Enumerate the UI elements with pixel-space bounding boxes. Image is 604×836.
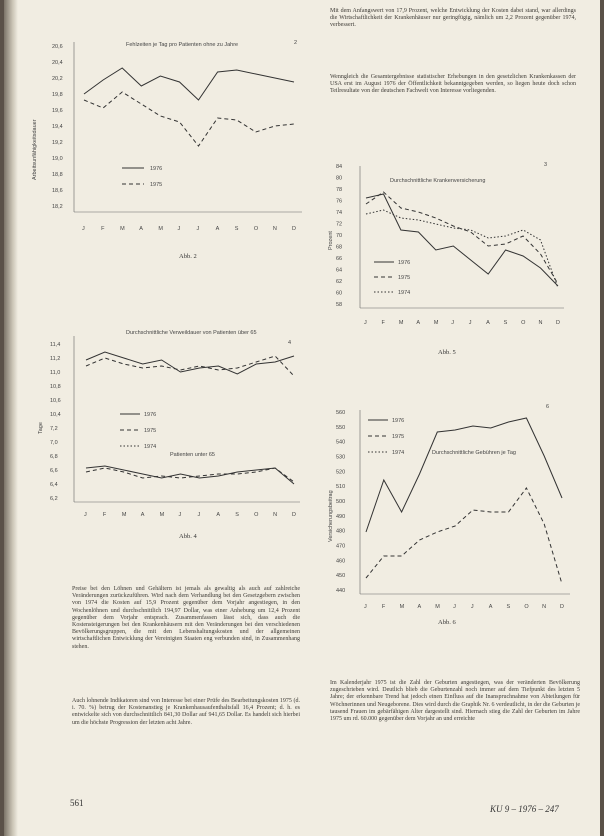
fig6-month: D — [560, 604, 564, 610]
fig6-tick: 540 — [336, 439, 346, 446]
fig5-tick: 62 — [336, 279, 343, 285]
fig5-month: J — [451, 320, 455, 326]
fig5-month: A — [486, 320, 490, 326]
fig6-month: A — [417, 604, 422, 610]
fig6-month: J — [364, 604, 367, 610]
fig2-month: M — [120, 226, 125, 232]
fig5-month: J — [468, 320, 472, 326]
fig4-series-1976-under65 — [86, 466, 294, 484]
fig4-month: D — [292, 512, 296, 518]
fig6-month: J — [470, 604, 474, 610]
fig6-legend-1976: 1976 — [392, 418, 405, 424]
fig6-panel-number: 6 — [546, 404, 550, 410]
fig6-month: O — [524, 604, 529, 610]
fig6-month: M — [399, 604, 405, 610]
fig4-panel-number: 4 — [288, 340, 292, 346]
fig5-tick: 72 — [336, 221, 343, 228]
fig4-tick: 6,4 — [50, 482, 58, 488]
fig2-tick: 20,6 — [52, 44, 63, 50]
fig5-panel-number: 3 — [544, 162, 548, 168]
fig2-tick: 19,8 — [52, 92, 63, 98]
fig6-ylabel: Versicherungsbeitrag — [328, 490, 334, 542]
fig6-tick: 470 — [336, 543, 346, 550]
fig6-tick: 510 — [336, 484, 346, 491]
fig6-caption: Abb. 6 — [438, 619, 456, 626]
fig6-legend-1975: 1975 — [392, 434, 405, 440]
fig2-month: J — [82, 226, 85, 232]
fig4-month: J — [197, 512, 201, 518]
fig6-month: M — [435, 604, 440, 610]
fig5-tick: 64 — [336, 267, 343, 274]
fig2-month-labels — [82, 226, 296, 232]
fig5-tick: 70 — [336, 233, 343, 239]
fig5-month: N — [538, 320, 543, 326]
fig2-legend-1976: 1976 — [150, 166, 163, 172]
fig2-tick: 19,0 — [52, 156, 63, 162]
fig5-legend-1976: 1976 — [398, 260, 411, 266]
fig5-month: S — [503, 320, 508, 326]
fig4-month-labels — [84, 512, 296, 518]
fig2-legend-1975: 1975 — [150, 182, 163, 188]
fig4-month: J — [84, 512, 87, 518]
fig6-month: J — [453, 604, 456, 610]
fig2-tick: 19,4 — [52, 124, 63, 130]
page-binding-shadow — [4, 0, 18, 836]
fig2-month: S — [234, 226, 239, 232]
figure-abb-6 — [328, 402, 588, 632]
fig2-caption: Abb. 2 — [179, 253, 197, 260]
fig2-tick: 18,8 — [52, 172, 63, 178]
fig4-tick: 10,4 — [50, 412, 61, 418]
fig6-tick: 490 — [336, 513, 346, 520]
fig5-month: J — [364, 320, 367, 326]
fig6-tick: 440 — [336, 588, 346, 594]
fig5-month-labels — [364, 320, 560, 326]
journal-footer-right: KU 9 – 1976 – 247 — [490, 804, 559, 814]
fig5-month: A — [416, 320, 421, 326]
fig2-tick: 19,2 — [52, 140, 63, 146]
fig5-tick: 74 — [336, 210, 343, 216]
fig2-title: Fehlzeiten je Tag pro Patienten ohne zu Jahre — [126, 42, 239, 48]
fig4-month: J — [178, 512, 182, 518]
fig4-month: S — [235, 512, 239, 518]
fig4-series-1975-over65 — [86, 356, 294, 376]
fig5-month: D — [556, 320, 560, 326]
fig2-tick: 18,2 — [52, 204, 63, 210]
fig4-month: A — [140, 512, 145, 518]
fig4-title-bottom: Patienten unter 65 — [170, 452, 215, 458]
fig6-month: N — [542, 604, 547, 610]
fig2-series-1976 — [84, 68, 294, 100]
fig5-month: M — [433, 320, 439, 326]
fig5-tick: 66 — [336, 256, 343, 262]
fig5-tick: 80 — [336, 175, 343, 182]
fig5-series-1975 — [366, 192, 558, 284]
fig2-month: N — [272, 226, 277, 232]
fig2-yaxis-ticks — [52, 44, 63, 210]
text-right-top: Mit dem Anfangswert von 17,9 Prozent, welche Entwicklung der Kosten dabei stand, war allerdings die Wirtschaftlichkeit der Krankenhäuser nur geringfügig, nämlich um 2,2 Prozent gegenüber 1974, verbessert. — [330, 8, 576, 29]
fig2-month: A — [215, 226, 220, 232]
fig6-tick: 500 — [336, 499, 346, 505]
fig6-tick: 550 — [336, 424, 346, 431]
text-right-bottom: Im Kalenderjahr 1975 ist die Zahl der Geburten angestiegen, was der veränderten Bevölkerung zugeschrieben wird. Deutlich blieb die Geburtenzahl noch immer auf dem Tiefpunkt des letzten 5 Jahre; der erkennbare Trend hat jedoch einen Einfluss auf die Inanspruchnahme von Abteilungen für Wöchnerinnen und Neugeborene. Dies wird durch die Graphik Nr. 6 verdeutlicht, in der die Geburten je tausend Frauen im gebärfähigen Alter dargestellt sind. Hiernach stieg die Zahl der Geburten im Jahre 1975 um rd. 60.000 gegenüber dem Vorjahr an und erreichte — [330, 680, 580, 723]
fig4-tick: 7,0 — [50, 440, 58, 446]
fig5-tick: 58 — [336, 302, 343, 308]
fig4-month: A — [216, 512, 221, 518]
fig5-month: O — [521, 320, 526, 326]
fig2-tick: 20,2 — [52, 76, 63, 82]
fig2-month: F — [101, 226, 105, 232]
fig5-legend-1975: 1975 — [398, 275, 411, 281]
fig6-legend-1974: 1974 — [392, 450, 405, 456]
fig4-tick: 11,2 — [50, 356, 61, 362]
fig4-tick: 6,6 — [50, 468, 58, 474]
fig6-series-1975 — [366, 488, 562, 584]
fig2-series-1975 — [84, 92, 294, 146]
fig4-month: M — [121, 512, 127, 518]
fig4-month: M — [159, 512, 165, 518]
fig5-tick: 68 — [336, 244, 343, 251]
fig5-tick: 84 — [336, 164, 343, 170]
fig5-ylabel: Prozent — [328, 231, 334, 250]
fig4-series-1975-under65 — [86, 468, 294, 482]
fig5-tick: 76 — [336, 198, 343, 205]
fig5-title: Durchschnittliche Krankenversicherung — [390, 178, 486, 184]
fig2-ylabel: Arbeitsunfähigkeitsdauer — [32, 119, 38, 180]
book-page — [4, 0, 600, 836]
fig4-month: O — [254, 512, 259, 518]
fig4-tick: 11,0 — [50, 370, 61, 376]
fig6-month-labels — [364, 604, 564, 610]
fig4-tick: 11,4 — [50, 342, 61, 348]
fig4-ylabel: Tage — [38, 422, 44, 434]
fig4-tick: 10,8 — [50, 384, 61, 390]
text-left-bottom-1: Preise bei den Löhnen und Gehältern ist jemals als gewaltig als auch auf zahlreiche Veränderungen zurückzuführen. Wird nach dem Verhandlung bei den Gesetzgebern zwischen von 1974 die Kosten auf 15,9 Prozent gegenüber dem Vorjahr angestiegen, in den Wochenlöhnen und durchschnittlich 194,97 Dollar, was einer Anhebung um 12,4 Prozent gegenüber dem Vorjahr entsprach. Zusammenfassen lässt sich, dass auch die Kostensteigerungen bei den Krankenhäusern mit den Veränderungen bei den verschiedenen Bevölkerungsgruppen, die mit den Lebenshaltungskosten und der allgemeinen wirtschaftlichen Entwicklung der Vereinigten Staaten eng verbunden sind, in Zusammenhang stehen. — [72, 586, 300, 650]
fig6-tick: 560 — [336, 410, 346, 416]
figure-abb-4 — [38, 326, 314, 546]
fig5-caption: Abb. 5 — [438, 349, 456, 356]
fig6-tick: 520 — [336, 469, 346, 476]
fig2-tick: 18,6 — [52, 188, 63, 194]
fig2-tick: 19,6 — [52, 108, 63, 114]
text-left-bottom-2: Auch lohnende Indikatoren sind von Interesse bei einer Prüfe des Bearbeitungskosten 1975 (d. i. 70. %) betrug der Kostenanstieg je Krankenhausaufenthaltsfall 16,4 Prozent; d. h. es entwickelte sich von durchschnittlich 841,30 Dollar auf 941,65 Dollar. Es handelt sich hierbei um die höchste Progression der letzten acht Jahre. — [72, 698, 300, 726]
fig2-month: M — [158, 226, 163, 232]
fig6-yaxis-ticks — [336, 410, 345, 594]
figure-abb-5 — [328, 158, 584, 358]
fig4-title-top: Durchschnittliche Verweildauer von Patienten über 65 — [126, 330, 257, 336]
fig4-series-1976-over65 — [86, 352, 294, 374]
fig6-month: F — [381, 604, 386, 610]
fig5-month: F — [381, 320, 385, 326]
fig2-month: J — [196, 226, 200, 232]
fig4-caption: Abb. 4 — [179, 533, 197, 540]
fig4-tick: 10,6 — [50, 398, 61, 404]
figure-abb-2 — [32, 30, 314, 270]
fig4-legend-1974: 1974 — [144, 444, 157, 450]
fig4-month: N — [273, 512, 278, 518]
fig4-tick: 6,8 — [50, 454, 58, 460]
fig4-tick: 6,2 — [50, 496, 58, 502]
fig4-legend-1975: 1975 — [144, 428, 157, 434]
fig5-yaxis-ticks — [336, 164, 342, 308]
fig6-tick: 450 — [336, 573, 346, 580]
fig6-month: S — [506, 604, 511, 610]
page-number-left: 561 — [70, 798, 84, 808]
fig5-series-1974 — [366, 210, 558, 288]
fig2-month: A — [139, 226, 143, 232]
fig2-month: O — [253, 226, 259, 232]
fig6-month: A — [488, 604, 493, 610]
fig6-tick: 460 — [336, 558, 346, 565]
fig5-month: M — [398, 320, 404, 326]
fig2-tick: 20,4 — [52, 60, 63, 66]
fig5-legend-1974: 1974 — [398, 290, 411, 296]
fig5-series-1976 — [366, 194, 558, 286]
fig4-month: F — [102, 512, 107, 518]
fig6-tick: 480 — [336, 528, 346, 535]
fig2-panel-number: 2 — [294, 40, 298, 46]
fig5-tick: 78 — [336, 187, 343, 193]
fig2-month: D — [292, 226, 296, 232]
fig6-tick: 530 — [336, 454, 346, 461]
fig4-legend-1976: 1976 — [144, 412, 157, 418]
fig6-title: Durchschnittliche Gebühren je Tag — [432, 450, 516, 456]
text-right-mid: Wenngleich die Gesamtergebnisse statistischer Erhebungen in den gesetzlichen Krankenkassen der USA erst im August 1976 der Öffentlichkeit bekanntgegeben werden, so liegen heute doch schon Teilresultate von der deutschen Fachwelt von Interesse vorliegenden. — [330, 74, 576, 95]
fig4-yaxis-ticks — [50, 342, 61, 502]
fig4-tick: 7,2 — [50, 426, 58, 432]
fig5-tick: 60 — [336, 290, 343, 297]
fig2-month: J — [177, 226, 181, 232]
